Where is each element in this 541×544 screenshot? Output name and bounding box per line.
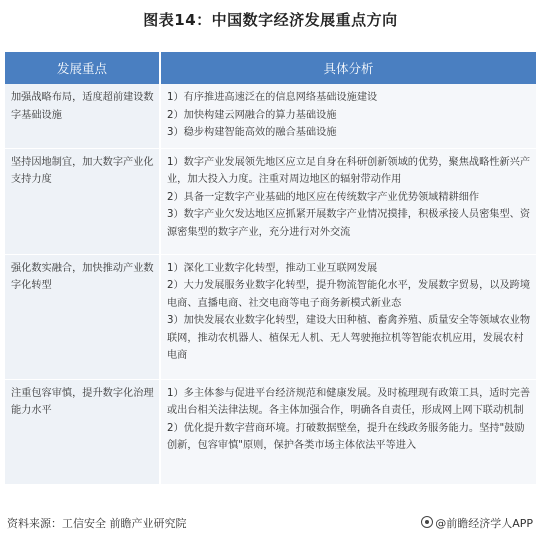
analysis-item: 3）稳步构建智能高效的融合基础设施 bbox=[167, 127, 337, 138]
analysis-item: 2）加快构建云网融合的算力基础设施 bbox=[167, 109, 337, 121]
focus-cell: 强化数实融合，加快推动产业数字化转型 bbox=[5, 254, 160, 379]
analysis-item: 2）优化提升数字营商环境。打破数据壁垒，提升在线政务服务能力。坚持"鼓励创新，包容审慎"原则，保护各类市场主体依法平等进入 bbox=[167, 422, 525, 451]
table-row bbox=[5, 148, 536, 254]
analysis-cell bbox=[160, 254, 536, 379]
analysis-item: 3）数字产业欠发达地区应抓紧开展数字产业情况摸排，积极承接人员密集型、资源密集型的数字产业，充分进行对外交流 bbox=[167, 209, 531, 238]
focus-cell: 坚持因地制宜，加大数字产业化支持力度 bbox=[5, 148, 160, 254]
table-row bbox=[5, 254, 536, 379]
header-focus: 发展重点 bbox=[5, 52, 160, 84]
analysis-item: 1）数字产业发展领先地区应立足自身在科研创新领域的优势，聚焦战略性新兴产业，加大投入力度。注重对周边地区的辐射带动作用 bbox=[167, 156, 531, 185]
analysis-cell bbox=[160, 379, 536, 484]
analysis-item: 1）深化工业数字化转型，推动工业互联网发展 bbox=[167, 262, 378, 274]
table-row bbox=[5, 379, 536, 484]
analysis-cell bbox=[160, 148, 536, 254]
qianzhan-logo-icon bbox=[421, 516, 433, 528]
source-note: 资料来源：工信安全 前瞻产业研究院 bbox=[7, 517, 187, 530]
analysis-item: 1）有序推进高速泛在的信息网络基础设施建设 bbox=[167, 92, 378, 103]
chart-title: 图表14：中国数字经济发展重点方向 bbox=[143, 11, 398, 29]
header-analysis: 具体分析 bbox=[160, 52, 536, 84]
analysis-item: 1）多主体参与促进平台经济规范和健康发展。及时梳理现有政策工具，适时完善或出台相关法律法规。各主体加强合作，明确各自责任，形成网上网下联动机制 bbox=[167, 387, 531, 416]
analysis-item: 3）加快发展农业数字化转型，建设大田种植、畜禽养殖、质量安全等领域农业物联网，推动农机器人、植保无人机、无人驾驶拖拉机等智能农机应用，发展农村电商 bbox=[167, 315, 531, 361]
brand-mark bbox=[421, 515, 533, 531]
analysis-cell bbox=[160, 84, 536, 148]
focus-cell: 加强战略布局，适度超前建设数字基础设施 bbox=[5, 84, 160, 148]
focus-cell: 注重包容审慎，提升数字化治理能力水平 bbox=[5, 379, 160, 484]
focus-table bbox=[5, 52, 536, 485]
analysis-item: 2）大力发展服务业数字化转型，提升物流智能化水平，发展数字贸易，以及跨境电商、直播电商、社交电商等电子商务新模式新业态 bbox=[167, 280, 531, 309]
table-row bbox=[5, 84, 536, 148]
brand-label: @前瞻经济学人APP bbox=[435, 517, 533, 530]
analysis-item: 2）具备一定数字产业基础的地区应在传统数字产业优势领域精耕细作 bbox=[167, 191, 480, 203]
table-header-row bbox=[5, 52, 536, 84]
